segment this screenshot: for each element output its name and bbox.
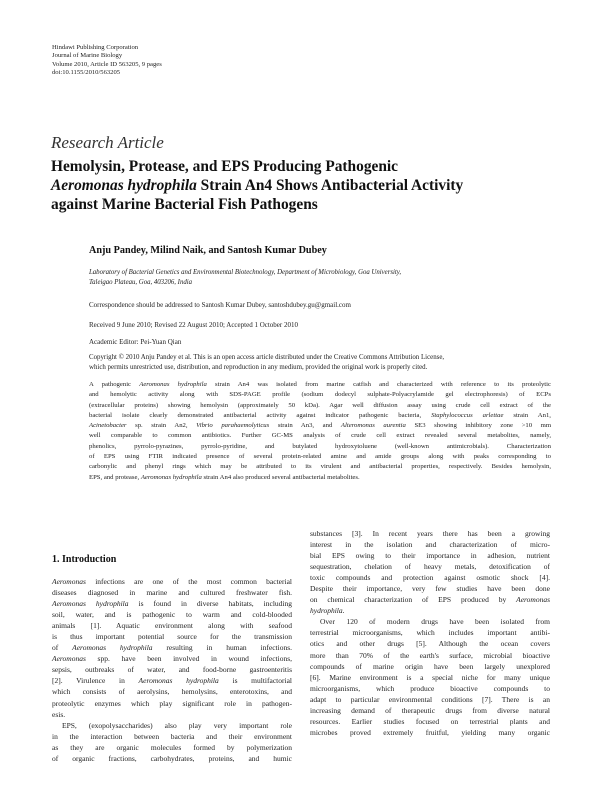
copyright-line-1: Copyright © 2010 Anju Pandey et al. This is an open access article distributed under the Creative Commons Attribution License,	[89, 354, 445, 361]
body-line: as they are organic molecules formed by polymerization	[52, 742, 292, 752]
body-line: is thus important potential source for the transmission	[52, 632, 292, 642]
correspondence: Correspondence should be addressed to Santosh Kumar Dubey, santoshdubey.gu@gmail.com	[89, 301, 351, 309]
publisher: Hindawi Publishing Corporation	[52, 44, 139, 51]
authors: Anju Pandey, Milind Naik, and Santosh Kumar Dubey	[89, 245, 327, 256]
body-line: interest in the isolation and characterization of micro-	[310, 540, 550, 550]
abstract-line: well comparable to common antibiotics. Further GC-MS analysis of crude cell extract revealed several metabolites, namely,	[89, 432, 551, 440]
abstract-line: Acinetobacter sp. strain An2, Vibrio parahaemolyticus strain An3, and Alteromonas aurentia SE3 showing inhibitory zone >10 mm	[89, 422, 552, 430]
left-column	[52, 576, 292, 764]
abstract	[89, 380, 551, 483]
body-line: Over 120 of modern drugs have been isolated from	[320, 617, 550, 627]
body-line: microbes proved extremely fruitful, yielding many organic	[310, 727, 550, 737]
copyright-line-2: which permits unrestricted use, distribution, and reproduction in any medium, provided the original work is properly cited.	[89, 364, 428, 372]
title-line-2	[51, 176, 551, 195]
body-line: more than 70% of the earth's surface, microbial bioactive	[310, 650, 550, 660]
body-line: animals [1]. Aquatic environment along with seafood	[52, 621, 292, 631]
body-line: sepsis, outbreaks of water, and food-borne gastroenteritis	[52, 665, 292, 675]
title-line-1: Hemolysin, Protease, and EPS Producing Pathogenic	[51, 158, 399, 175]
title-line-3: against Marine Bacterial Fish Pathogens	[51, 196, 318, 213]
body-line: of organic fractions, carbohydrates, proteins, and humic	[52, 753, 292, 763]
body-line: sequestration, chelation of heavy metals, detoxification of	[310, 562, 550, 572]
body-line: Aeromonas spp. have been involved in wound infections,	[52, 654, 292, 664]
body-line: resources. Earlier studies focused on terrestrial plants and	[310, 716, 550, 726]
journal-name: Journal of Marine Biology	[52, 52, 123, 60]
body-line: adapt to particular environmental conditions [7]. There is an	[310, 694, 550, 704]
body-line: [2]. Virulence in Aeromonas hydrophila is multifactorial	[52, 676, 293, 686]
academic-editor: Academic Editor: Pei-Yuan Qian	[89, 338, 182, 346]
abstract-line: of EPS using FTIR indicated presence of several protein-related amine and amide groups along with peaks corresponding to	[89, 453, 551, 461]
paper-title	[51, 157, 551, 214]
body-line: bial EPS owing to their importance in adhesion, nutrient	[310, 551, 550, 561]
body-line: terrestrial microorganisms, which includes important antibi-	[310, 628, 550, 638]
body-line: Aeromonas infections are one of the most common bacterial	[52, 577, 292, 586]
section-heading-introduction: 1. Introduction	[52, 554, 117, 565]
body-line: esis.	[52, 709, 66, 719]
body-line: proteolytic enzymes which play significant role in pathogen-	[52, 698, 292, 708]
right-column	[310, 528, 550, 738]
abstract-line: EPS, and protease, Aeromonas hydrophila strain An4 also produced several antibacterial metabolites.	[89, 473, 360, 481]
abstract-line: and hemolytic activity along with SDS-PAGE profile (sodium dodecyl sulphate-Polyacrylamide gel electrophoresis) of ECPs	[89, 391, 551, 399]
body-line: substances [3]. In recent years there has been a growing	[310, 529, 550, 538]
body-line: otics and other drugs [5]. Although the ocean covers	[310, 639, 550, 649]
body-line: [6]. Marine environment is a special niche for many unique	[310, 672, 550, 682]
body-line: which consists of aerolysins, hemolysins, enterotoxins, and	[52, 687, 292, 697]
body-line: on chemical characterization of EPS produced by Aeromonas	[310, 595, 550, 605]
body-line: toxic compounds and protection against osmotic shock [4].	[310, 573, 550, 583]
body-line: soil, water, and is pathogenic to warm and cold-blooded	[52, 610, 292, 620]
body-line: increasing demand of therapeutic drugs from diverse natural	[310, 705, 550, 715]
abstract-line: carbonylic and phenyl rings which may be attributed to its virulent and antibacterial properties, respectively. Besides hemolysin,	[89, 463, 551, 471]
affiliation-line-2: Taleigao Plateau, Goa, 403206, India	[89, 279, 193, 287]
body-line: diseases diagnosed in marine and cultured freshwater fish.	[52, 588, 292, 598]
body-line: in the interaction between bacteria and their environment	[52, 731, 292, 741]
affiliation-line-1: Laboratory of Bacterial Genetics and Environmental Biotechnology, Department of Microbiology, Goa University,	[89, 269, 402, 276]
volume-info: Volume 2010, Article ID 563205, 9 pages	[52, 60, 162, 68]
affiliation	[89, 268, 549, 289]
abstract-line: phenolics, pyrrolo-pyrazines, pyrrolo-pyridine, and butylated hydroxytoluene (well-known antimicrobials). Characterization	[89, 442, 551, 450]
doi: doi:10.1155/2010/563205	[52, 69, 121, 77]
abstract-line: A pathogenic Aeromonas hydrophila strain An4 was isolated from marine catfish and characterized with reference to its proteolytic	[89, 381, 551, 388]
body-line: EPS, (exopolysaccharides) also play very important role	[62, 720, 292, 730]
title-species: Aeromonas hydrophila	[51, 177, 197, 194]
body-line: Despite their importance, very few studies have been done	[310, 584, 550, 594]
copyright	[89, 353, 551, 374]
abstract-line: bacterial isolate clearly demonstrated antibacterial activity against indicator pathogenic bacteria, Staphylococcus arlettae strain An1,	[89, 411, 551, 419]
body-line: Aeromonas hydrophila is found in diverse habitats, including	[52, 599, 292, 609]
body-line: of Aeromonas hydrophila resulting in human infections.	[52, 643, 293, 653]
dates: Received 9 June 2010; Revised 22 August 2010; Accepted 1 October 2010	[89, 321, 298, 329]
article-type: Research Article	[51, 133, 164, 152]
body-line: compounds of marine origin have been largely unexplored	[310, 661, 550, 671]
title-line-2-rest: Strain An4 Shows Antibacterial Activity	[196, 177, 464, 194]
body-line: hydrophila.	[310, 606, 345, 616]
body-line: microorganisms, which produce bioactive compounds to	[310, 683, 550, 693]
abstract-line: (extracellular proteins) showing hemolysin (approximately 50 kDa). Agar well diffusion assay using crude cell extract of the	[89, 401, 551, 409]
journal-meta	[52, 44, 162, 78]
